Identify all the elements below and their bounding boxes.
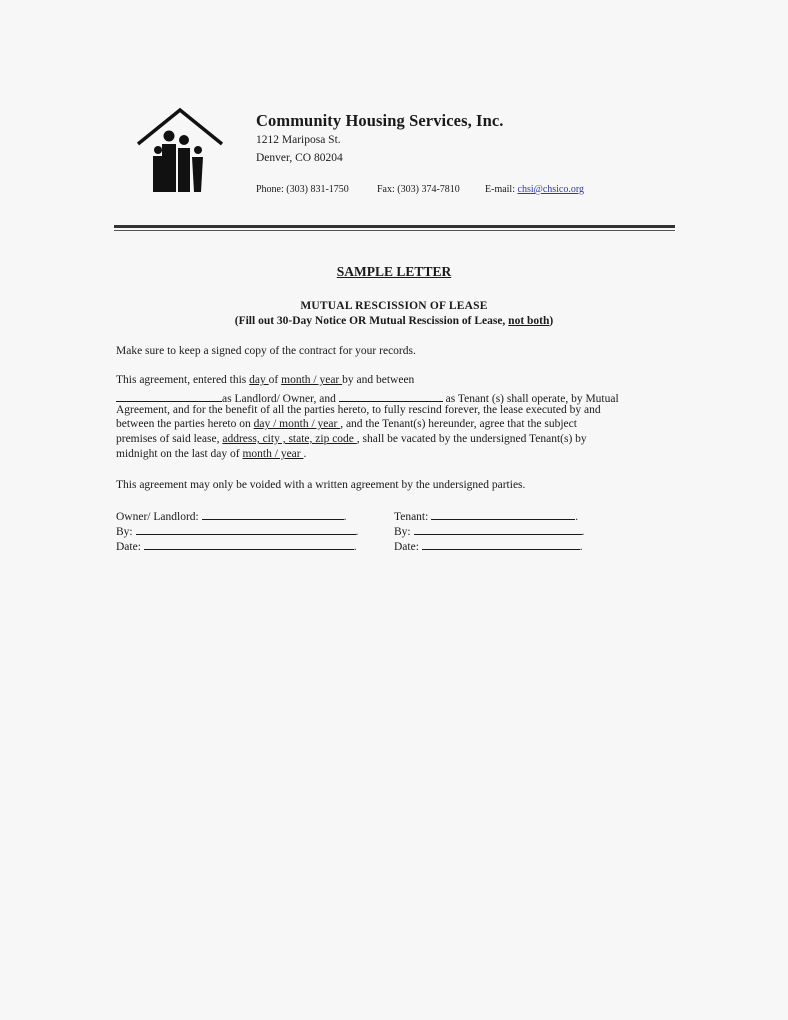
line-end: . — [579, 541, 583, 553]
para-text: between the parties hereto on — [116, 418, 254, 430]
month-year-field[interactable]: month / year — [281, 374, 343, 386]
owner-signature-line[interactable] — [202, 508, 344, 520]
para1-line1 — [116, 374, 414, 386]
phone-text: Phone: (303) 831-1750 — [256, 184, 349, 195]
para-text: , and the Tenant(s) hereunder, agree that the subject — [340, 418, 577, 430]
tenant-blank[interactable] — [339, 389, 443, 402]
email-label: E-mail: — [485, 184, 515, 195]
owner-label: Owner/ Landlord: — [116, 511, 199, 523]
line-end: . — [355, 526, 359, 538]
lease-date-field[interactable]: day / month / year — [253, 418, 341, 430]
owner-by-line[interactable] — [136, 523, 356, 535]
para1-line2 — [116, 389, 619, 405]
address-line-1: 1212 Mariposa St. — [256, 134, 341, 146]
tenant-date-row — [394, 538, 583, 553]
para1-line6 — [116, 448, 306, 460]
address-field[interactable]: address, city , state, zip code — [222, 433, 357, 445]
document-subtitle: MUTUAL RESCISSION OF LEASE — [300, 300, 488, 312]
landlord-blank[interactable] — [116, 389, 222, 402]
email-row — [485, 184, 584, 195]
para-text: of — [268, 374, 282, 386]
para1-line3: Agreement, and for the benefit of all the parties hereto, to fully rescind forever, the lease executed by and — [116, 404, 601, 416]
tenant-signature-line[interactable] — [431, 508, 575, 520]
instruction-suffix: ) — [549, 315, 554, 327]
para-text: This agreement, entered this — [116, 374, 250, 386]
header-divider-thin — [114, 230, 675, 231]
day-field[interactable]: day — [249, 374, 269, 386]
instruction-underlined: not both — [508, 315, 550, 327]
document-title: SAMPLE LETTER — [336, 264, 452, 279]
date-label: Date: — [394, 541, 419, 553]
line-end: . — [575, 511, 579, 523]
by-label: By: — [116, 526, 133, 538]
header-divider — [114, 225, 675, 228]
records-note: Make sure to keep a signed copy of the contract for your records. — [116, 345, 416, 357]
owner-date-line[interactable] — [144, 538, 354, 550]
email-link[interactable]: chsi@chsico.org — [517, 184, 585, 195]
tenant-by-row — [394, 523, 584, 538]
owner-signature-row — [116, 508, 346, 523]
owner-date-row — [116, 538, 357, 553]
void-note: This agreement may only be voided with a written agreement by the undersigned parties. — [116, 479, 526, 491]
para-text: as Tenant (s) shall operate, by Mutual — [442, 393, 619, 405]
tenant-signature-row — [394, 508, 578, 523]
instruction-prefix: (Fill out 30-Day Notice OR Mutual Rescission of Lease, — [234, 315, 509, 327]
org-name: Community Housing Services, Inc. — [256, 111, 504, 130]
para1-line4 — [116, 418, 577, 430]
address-line-2: Denver, CO 80204 — [256, 152, 343, 164]
owner-by-row — [116, 523, 358, 538]
house-family-icon — [136, 106, 224, 196]
vacate-date-field[interactable]: month / year — [242, 448, 304, 460]
line-end: . — [581, 526, 585, 538]
date-label: Date: — [116, 541, 141, 553]
para-text: midnight on the last day of — [116, 448, 243, 460]
contact-row — [256, 184, 585, 195]
line-end: . — [343, 511, 347, 523]
para-text: premises of said lease, — [116, 433, 223, 445]
para-text: as Landlord/ Owner, and — [222, 393, 339, 405]
para-text: . — [303, 448, 307, 460]
tenant-label: Tenant: — [394, 511, 429, 523]
by-label: By: — [394, 526, 411, 538]
tenant-by-line[interactable] — [414, 523, 582, 535]
para1-line5 — [116, 433, 587, 445]
fax-text: Fax: (303) 374-7810 — [377, 184, 460, 195]
document-instruction — [0, 315, 788, 327]
para-text: , shall be vacated by the undersigned Tenant(s) by — [356, 433, 587, 445]
para-text: by and between — [342, 374, 415, 386]
tenant-date-line[interactable] — [422, 538, 580, 550]
line-end: . — [353, 541, 357, 553]
